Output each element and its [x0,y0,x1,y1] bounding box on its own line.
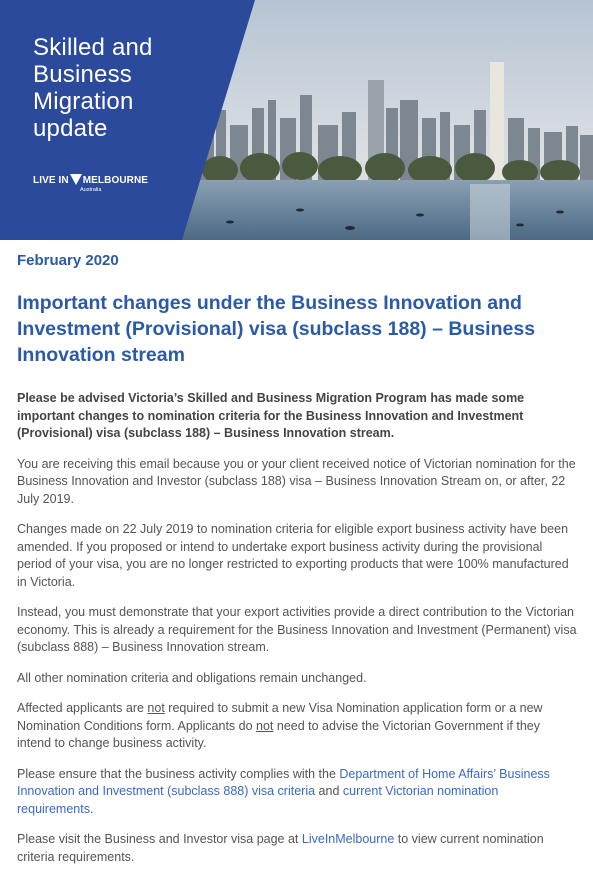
email-body [0,252,593,866]
paragraph-changes: Changes made on 22 July 2019 to nomination criteria for eligible export business activity have been amended. If you proposed or intend to undertake export business activity during the provisional period of your visa, you are no longer restricted to exporting products that were 100% manufactured in Victoria. [17,522,569,589]
victorian-nomination-requirements-link[interactable]: current Victorian nomination requirements [17,784,499,816]
text: to view current nomination criteria requirements. [17,832,544,864]
liveinmelbourne-link[interactable]: LiveInMelbourne [301,832,395,846]
home-affairs-criteria-link[interactable]: Department of Home Affairs’ Business Innovation and Investment (subclass 888) visa criteria [17,766,550,798]
text: Please visit the Business and Investor visa page at [17,832,302,846]
paragraph-ensure [17,766,577,819]
paragraph-visit [17,831,577,866]
paragraph-unchanged: All other nomination criteria and obligations remain unchanged. [17,670,367,685]
logo-subtext: Australia [80,187,102,193]
logo-text-right: MELBOURNE [82,175,149,186]
emphasis-not: not [147,701,165,715]
text: . [89,801,94,816]
text: Please ensure that the business activity complies with the [17,766,340,781]
header-banner [0,0,593,240]
text: need to advise the Victorian Government if they intend to change business activity. [17,718,540,750]
paragraph-receiving: You are receiving this email because you or your client received notice of Victorian nomination for the Business Innovation and Investor (subclass 188) visa – Business Innovation Stream on, or after, 22 July 2019. [17,456,576,506]
lead-paragraph: Please be advised Victoria’s Skilled and Business Migration Program has made some important changes to nomination criteria for the Business Innovation and Investment (Provisional) visa (subclass 188) – Business Innovation stream. [17,391,525,440]
victoria-triangle-icon [70,174,82,185]
logo-text-left: LIVE IN [33,175,69,186]
paragraph-instead: Instead, you must demonstrate that your export activities provide a direct contribution to the Victorian economy. This is already a requirement for the Business Innovation and Investment (Permanent) visa (subclass 888) – Business Innovation stream. [17,605,577,654]
emphasis-not: not [256,718,274,733]
header-title-line: Business [33,61,132,88]
header-title-line: update [33,115,108,142]
paragraph-affected [17,700,577,753]
text: and [315,784,343,798]
text: Affected applicants are [17,701,148,715]
issue-date: February 2020 [17,252,119,269]
headline: Important changes under the Business Innovation and Investment (Provisional) visa (subclass 188) – Business Innovation stream [17,292,536,366]
header-title-line: Skilled and [33,34,153,61]
live-in-melbourne-logo [33,175,148,193]
header-title-line: Migration [33,88,134,115]
header-title [33,34,153,142]
text: required to submit a new Visa Nomination application form or a new Nomination Conditions form. Applicants do [17,701,543,733]
